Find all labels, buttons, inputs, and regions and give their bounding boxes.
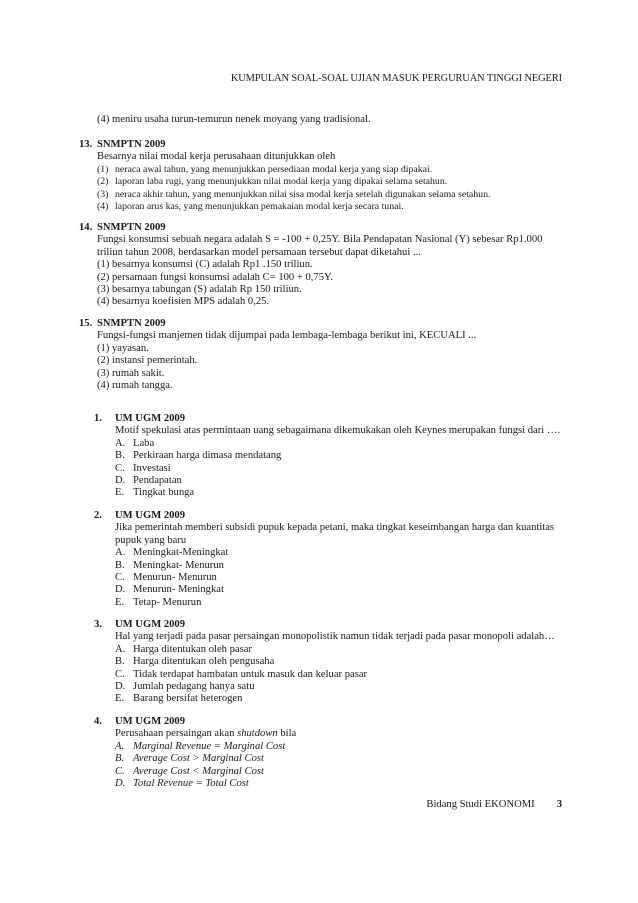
question-source: UM UGM 2009 [115, 716, 186, 727]
option-letter: A. [115, 643, 126, 655]
question-number: 1. [94, 413, 102, 424]
statement-number: (2) [97, 176, 109, 188]
answer-option [115, 644, 570, 656]
option-letter: C. [115, 668, 125, 680]
answer-option [115, 693, 570, 705]
option-text: Pendapatan [133, 475, 182, 487]
option-text: Tetap- Menurun [133, 596, 202, 608]
option-letter: C. [115, 572, 125, 584]
question-stem: Hal yang terjadi pada pasar persaingan monopolistik namun tidak terjadi pada pasar monopoli adalah… [115, 631, 555, 643]
statement-line: (3) besarnya tabungan (S) adalah Rp 150 triliun. [97, 284, 302, 296]
question-source: SNMPTN 2009 [97, 139, 166, 150]
question-stem-line: triliun tahun 2008, berdasarkan model persamaan tersebut dapat diketahui ... [97, 246, 421, 258]
option-text: Harga ditentukan oleh pasar [133, 643, 252, 655]
answer-option [115, 438, 570, 450]
question-stem: Besarnya nilai modal kerja perusahaan ditunjukkan oleh [97, 151, 336, 163]
answer-option [115, 597, 570, 609]
statement-item [97, 189, 567, 201]
question-source: UM UGM 2009 [115, 619, 186, 630]
option-text: Total Revenue = Total Cost [133, 778, 249, 790]
question-number: 14. [79, 222, 93, 233]
option-letter: E. [115, 596, 125, 608]
statement-item [97, 201, 567, 213]
question-number: 4. [94, 716, 102, 727]
statement-number: (3) [97, 188, 109, 200]
question-number: 15. [79, 318, 93, 329]
statement-number: (1) [97, 163, 109, 175]
continuation-line: (4) meniru usaha turun-temurun nenek moyang yang tradisional. [97, 114, 371, 125]
option-letter: B. [115, 559, 125, 571]
question-source: SNMPTN 2009 [97, 222, 166, 233]
answer-option [115, 560, 570, 572]
question-number: 3. [94, 619, 102, 630]
question-source: UM UGM 2009 [115, 510, 186, 521]
question-number: 13. [79, 139, 93, 150]
statement-line: (2) instansi pemerintah. [97, 355, 198, 367]
option-letter: E. [115, 487, 125, 499]
option-letter: B. [115, 656, 125, 668]
footer-subject: Bidang Studi EKONOMI [426, 799, 535, 810]
stem-suffix: bila [277, 728, 297, 740]
answer-option [115, 572, 570, 584]
option-text: Perkiraan harga dimasa mendatang [133, 450, 282, 462]
option-letter: B. [115, 450, 125, 462]
option-text: Tidak terdapat hambatan untuk masuk dan keluar pasar [133, 668, 368, 680]
stem-italic-term: shutdown [237, 728, 278, 740]
answer-option [115, 450, 570, 462]
option-text: Investasi [133, 462, 171, 474]
option-text: Average Cost < Marginal Cost [133, 765, 264, 777]
option-text: Laba [133, 437, 155, 449]
answer-option [115, 487, 570, 499]
question-stem [115, 728, 570, 740]
question-source: UM UGM 2009 [115, 413, 186, 424]
answer-option [115, 584, 570, 596]
answer-option [115, 475, 570, 487]
statement-text: laporan arus kas, yang menunjukkan pemakaian modal kerja secara tunai. [115, 201, 404, 213]
statement-number: (4) [97, 201, 109, 213]
answer-option [115, 753, 570, 765]
option-letter: C. [115, 462, 125, 474]
statement-line: (1) besarnya konsumsi (C) adalah Rp1 .150 triliun. [97, 259, 313, 271]
question-number: 2. [94, 510, 102, 521]
answer-option [115, 463, 570, 475]
statement-line: (4) rumah tangga. [97, 380, 173, 392]
option-letter: D. [115, 681, 126, 693]
option-text: Barang bersifat heterogen [133, 693, 243, 705]
question-stem-line: Jika pemerintah memberi subsidi pupuk kepada petani, maka tingkat keseimbangan harga dan kuantitas [115, 522, 555, 534]
question-stem: Motif spekulasi atas permintaan uang sebagaimana dikemukakan oleh Keynes merupakan fungsi dari …. [115, 425, 561, 437]
option-text: Marginal Revenue = Marginal Cost [133, 740, 286, 752]
option-letter: D. [115, 584, 126, 596]
option-letter: B. [115, 753, 125, 765]
option-letter: C. [115, 765, 125, 777]
answer-option [115, 778, 570, 790]
option-text: Jumlah pedagang hanya satu [133, 681, 255, 693]
answer-option [115, 741, 570, 753]
option-letter: D. [115, 778, 126, 790]
question-stem: Fungsi-fungsi manjemen tidak dijumpai pada lembaga-lembaga berikut ini, KECUALI ... [97, 330, 477, 342]
statement-text: laporan laba rugi, yang menunjukkan nilai modal kerja yang dipakai selama setahun. [115, 176, 448, 188]
answer-option [115, 669, 570, 681]
question-source: SNMPTN 2009 [97, 318, 166, 329]
answer-option [115, 547, 570, 559]
statement-line: (2) persamaan fungsi konsumsi adalah C= 100 + 0,75Y. [97, 271, 333, 283]
option-text: Meningkat- Menurun [133, 559, 224, 571]
statement-line: (4) besarnya koefisien MPS adalah 0,25. [97, 296, 270, 308]
option-text: Menurun- Menurun [133, 572, 217, 584]
answer-option [115, 766, 570, 778]
statement-line: (1) yayasan. [97, 342, 149, 354]
statement-item [97, 176, 567, 188]
option-letter: A. [115, 437, 126, 449]
option-text: Average Cost > Marginal Cost [133, 753, 264, 765]
page-number: 3 [556, 799, 562, 810]
option-text: Menurun- Meningkat [133, 584, 224, 596]
statement-line: (3) rumah sakit. [97, 367, 165, 379]
statement-text: neraca awal tahun, yang menunjukkan persediaan modal kerja yang siap dipakai. [115, 163, 433, 175]
stem-prefix: Perusahaan persaingan akan [115, 728, 238, 740]
option-text: Meningkat-Meningkat [133, 547, 229, 559]
statement-text: neraca akhir tahun, yang menunjukkan nilai sisa modal kerja setelah digunakan selama setahun. [115, 188, 491, 200]
question-stem-line: pupuk yang baru [115, 534, 187, 546]
page-header-title: KUMPULAN SOAL-SOAL UJIAN MASUK PERGURUAN TINGGI NEGERI [230, 73, 562, 84]
option-letter: D. [115, 475, 126, 487]
page-footer [426, 799, 562, 811]
option-text: Harga ditentukan oleh pengusaha [133, 656, 275, 668]
question-stem-line: Fungsi konsumsi sebuah negara adalah S = -100 + 0,25Y. Bila Pendapatan Nasional (Y) sebesar Rp1.000 [97, 234, 543, 246]
answer-option [115, 681, 570, 693]
option-text: Tingkat bunga [133, 487, 195, 499]
answer-option [115, 656, 570, 668]
option-letter: A. [115, 740, 125, 752]
option-letter: A. [115, 547, 126, 559]
option-letter: E. [115, 693, 125, 705]
statement-item [97, 164, 567, 176]
